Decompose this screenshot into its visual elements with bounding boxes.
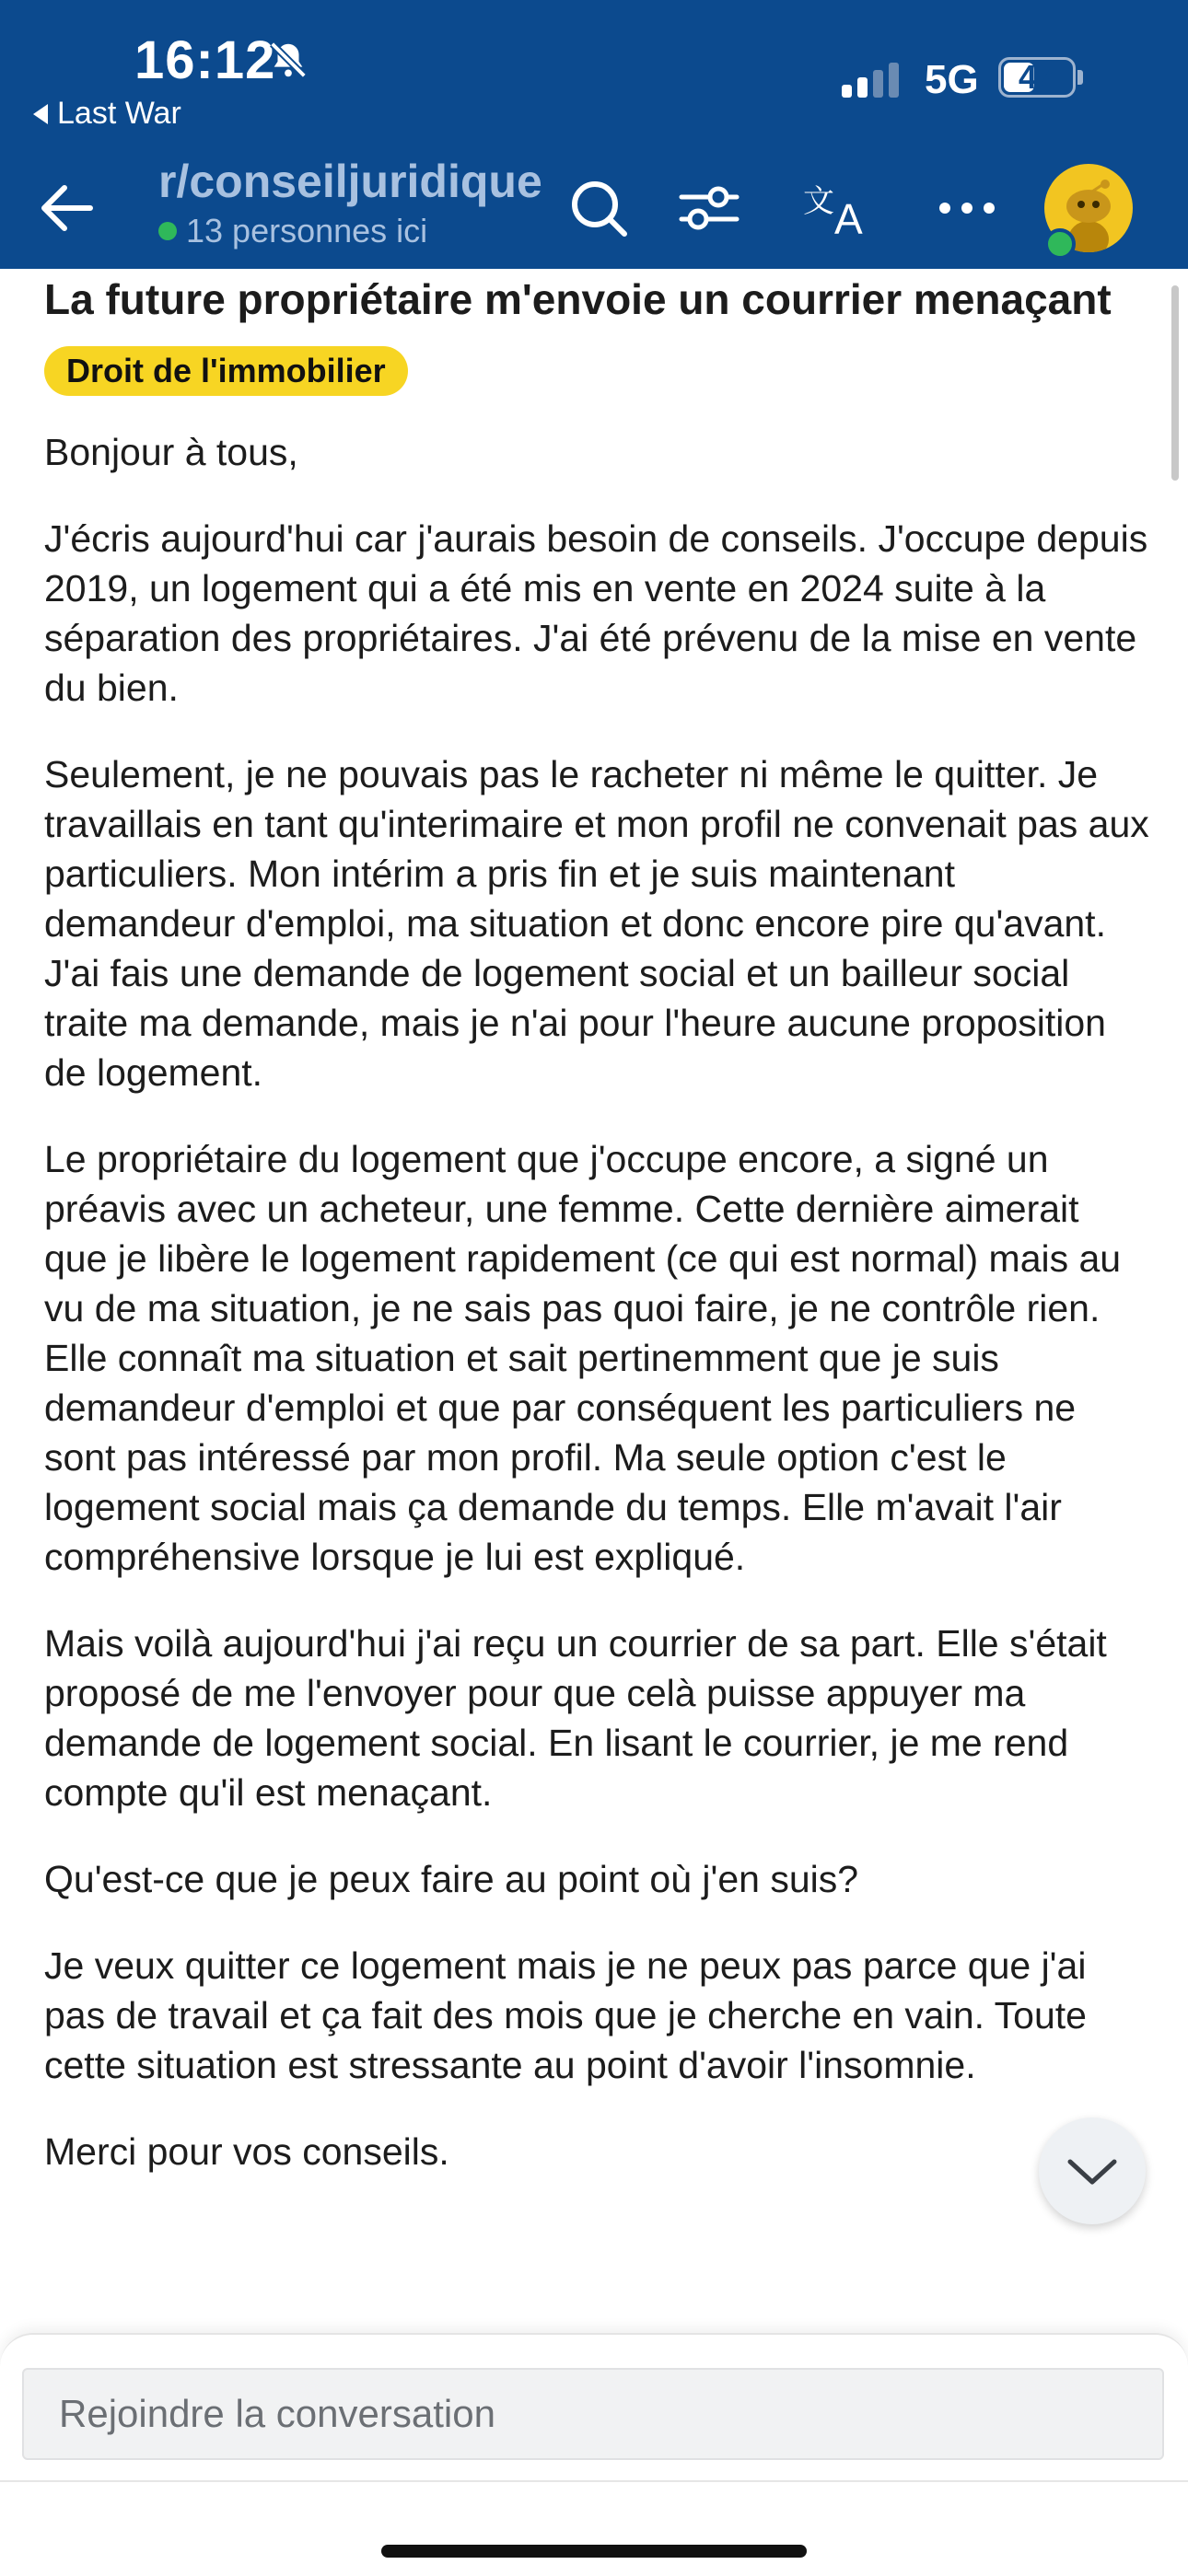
post-flair[interactable]: Droit de l'immobilier bbox=[44, 346, 408, 396]
online-count bbox=[158, 212, 427, 250]
battery-level: 47 bbox=[1018, 58, 1056, 96]
scrollbar[interactable] bbox=[1171, 285, 1179, 481]
reply-bar bbox=[0, 2333, 1188, 2576]
divider bbox=[0, 2480, 1188, 2482]
post-body bbox=[44, 427, 1149, 2176]
more-button[interactable] bbox=[930, 171, 1004, 245]
filter-icon bbox=[676, 175, 742, 241]
post-paragraph: Seulement, je ne pouvais pas le racheter ni même le quitter. Je travaillais en tant qu'interimaire et mon profil ne convenait pas aux particuliers. Mon intérim a pris fin et je suis maintenant demandeur d'emploi, ma situation et donc encore pire qu'avant. J'ai fais une demande de logement social et un bailleur social traite ma demande, mais je n'ai pour l'heure aucune proposition de logement. bbox=[44, 753, 1149, 1094]
post-paragraph: Qu'est-ce que je peux faire au point où j'en suis? bbox=[44, 1858, 859, 1900]
back-triangle-icon bbox=[33, 104, 48, 124]
translate-icon bbox=[801, 175, 875, 241]
chevron-down-icon bbox=[1065, 2154, 1120, 2187]
online-label: 13 personnes ici bbox=[186, 212, 428, 249]
post-paragraph: J'écris aujourd'hui car j'aurais besoin de conseils. J'occupe depuis 2019, un logement qui a été mis en vente en 2024 suite à la séparation des propriétaires. J'ai été prévenu de la mise en vente du bien. bbox=[44, 517, 1148, 709]
bell-slash-icon bbox=[267, 39, 309, 81]
reply-input[interactable]: Rejoindre la conversation bbox=[22, 2368, 1164, 2460]
search-icon bbox=[565, 175, 632, 241]
post-title: La future propriétaire m'envoie un courrier menaçant bbox=[44, 275, 1112, 323]
post-paragraph: Je veux quitter ce logement mais je ne peux pas parce que j'ai pas de travail et ça fait des mois que je cherche en vain. Toute cette situation est stressante au point d'avoir l'insomnie. bbox=[44, 1944, 1087, 2086]
subreddit-name[interactable]: r/conseiljuridique bbox=[158, 156, 542, 207]
search-button[interactable] bbox=[562, 171, 635, 245]
post-paragraph: Merci pour vos conseils. bbox=[44, 2130, 449, 2173]
scroll-down-button[interactable] bbox=[1039, 2118, 1146, 2224]
app-header bbox=[0, 0, 1188, 269]
battery-icon bbox=[998, 57, 1076, 98]
battery-cap bbox=[1077, 70, 1083, 85]
post-content bbox=[44, 269, 1149, 2213]
more-icon bbox=[934, 197, 1000, 219]
filter-button[interactable] bbox=[672, 171, 746, 245]
home-indicator[interactable] bbox=[381, 2545, 807, 2558]
back-app-label: Last War bbox=[57, 96, 181, 131]
back-to-app[interactable] bbox=[33, 96, 181, 132]
network-type: 5G bbox=[925, 57, 979, 102]
translate-button[interactable] bbox=[801, 171, 875, 245]
online-dot bbox=[158, 222, 177, 240]
avatar-online-indicator bbox=[1044, 228, 1076, 260]
status-time: 16:12 bbox=[134, 30, 276, 90]
svg-text:A: A bbox=[834, 195, 863, 241]
post-paragraph: Le propriétaire du logement que j'occupe encore, a signé un préavis avec un acheteur, une femme. Cette dernière aimerait que je libère le logement rapidement (ce qui est normal) mais au vu de ma situation, je ne sais pas quoi faire, je ne contrôle rien. Elle connaît ma situation et sait pertinemment que je suis demandeur d'emploi et que par conséquent les particuliers ne sont pas intéressé par mon profil. Ma seule option c'est le logement social mais ça demande du temps. Elle m'avait l'air compréhensive lorsque je lui est expliqué. bbox=[44, 1138, 1122, 1578]
signal-icon bbox=[842, 61, 899, 98]
svg-text:文: 文 bbox=[803, 183, 834, 220]
post-paragraph: Bonjour à tous, bbox=[44, 431, 298, 473]
post-paragraph: Mais voilà aujourd'hui j'ai reçu un courrier de sa part. Elle s'était proposé de me l'envoyer pour que celà puisse appuyer ma demande de logement social. En lisant le courrier, je me rend compte qu'il est menaçant. bbox=[44, 1622, 1107, 1814]
arrow-left-icon[interactable] bbox=[33, 175, 99, 241]
